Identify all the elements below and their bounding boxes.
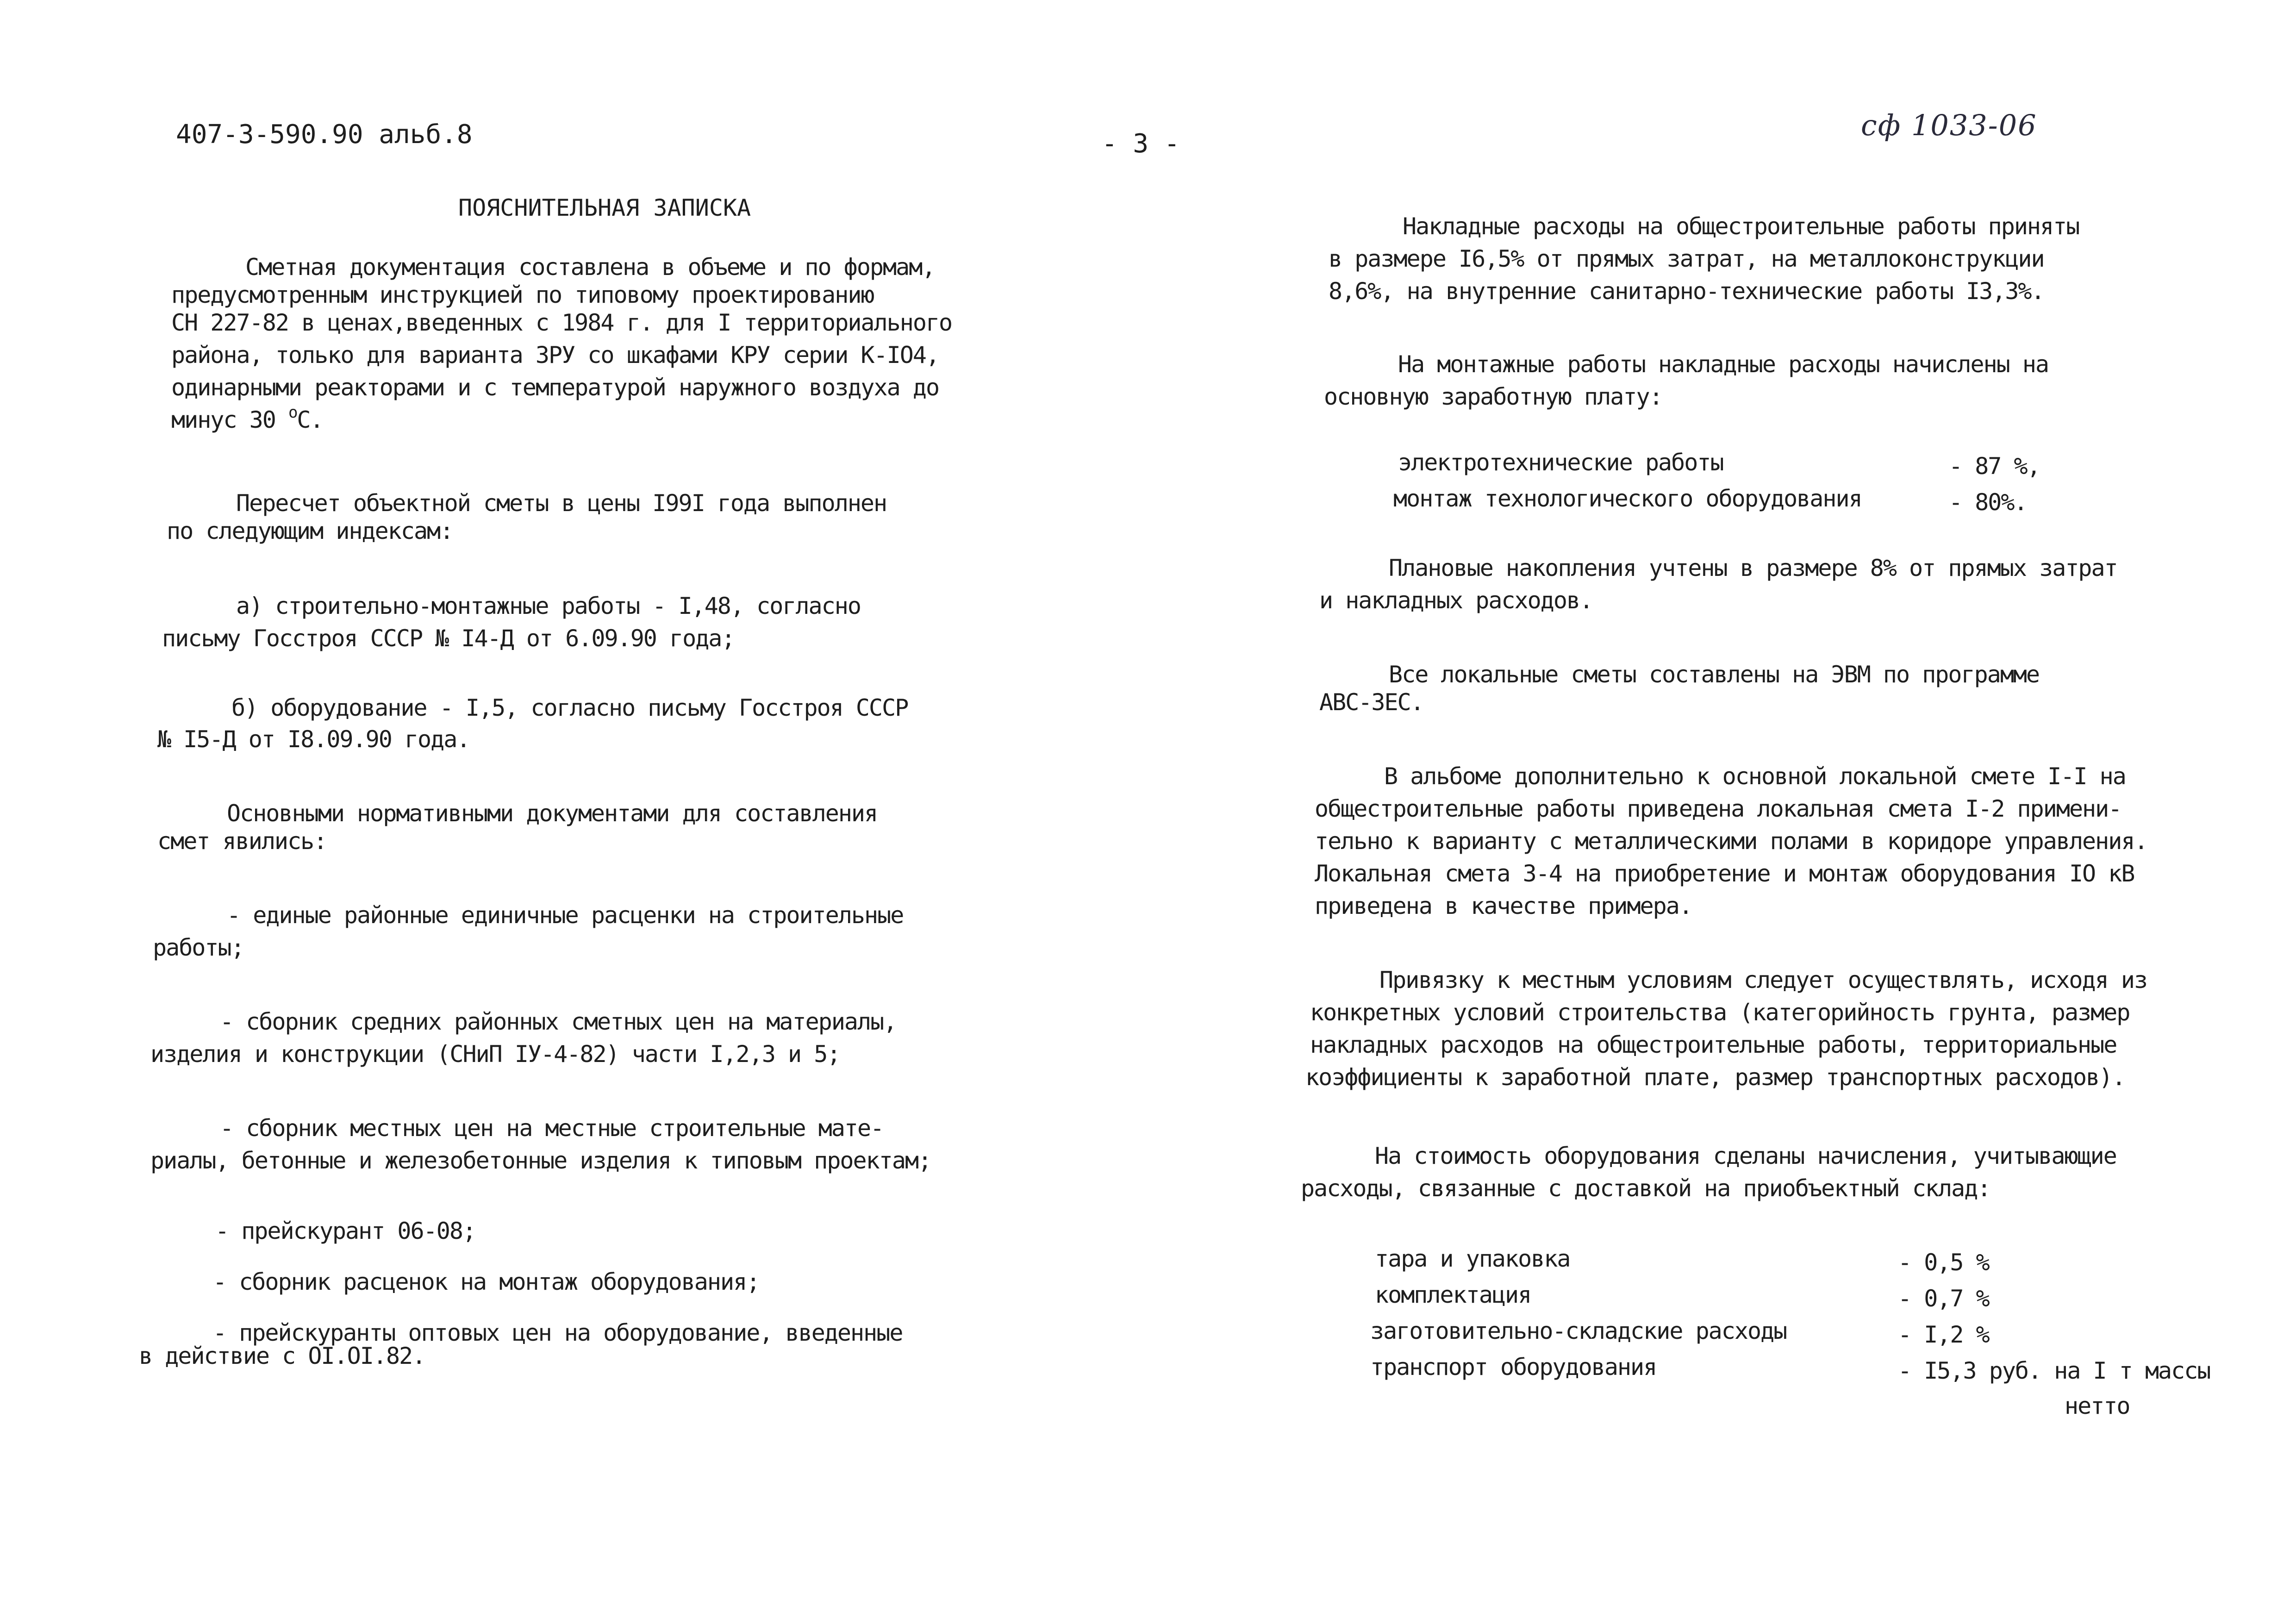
mounting-row-2-label: монтаж технологического оборудования xyxy=(1393,485,1862,512)
binding-line-3: накладных расходов на общестроительные работы, территориальные xyxy=(1310,1031,2117,1058)
handwritten-stamp: сф 1033-06 xyxy=(1861,108,2037,142)
item1-line-2: работы; xyxy=(153,934,244,961)
overhead-line-2: в размере I6,5% от прямых затрат, на металлоконструкции xyxy=(1329,245,2044,272)
album-line-4: Локальная смета 3-4 на приобретение и монтаж оборудования IO кВ xyxy=(1315,860,2134,887)
binding-line-1: Привязку к местным условиям следует осуществлять, исходя из xyxy=(1379,967,2147,993)
page-title: ПОЯСНИТЕЛЬНАЯ ЗАПИСКА xyxy=(458,194,751,221)
overhead-line-3: 8,6%, на внутренние санитарно-технические работы I3,3%. xyxy=(1329,278,2044,305)
intro-line-6 xyxy=(171,403,323,433)
intro-line-5: одинарными реакторами и с температурой наружного воздуха до xyxy=(171,374,939,401)
mounting-line-1: На монтажные работы накладные расходы начислены на xyxy=(1398,351,2049,378)
item5-line: - сборник расценок на монтаж оборудования; xyxy=(213,1268,760,1295)
intro-line-4: района, только для варианта ЗРУ со шкафами КРУ серии К-IO4, xyxy=(171,342,939,369)
equipment-line-2: расходы, связанные с доставкой на приобъектный склад: xyxy=(1301,1175,1990,1202)
overhead-line-1: Накладные расходы на общестроительные работы приняты xyxy=(1403,213,2079,240)
item3-line-2: риалы, бетонные и железобетонные изделия к типовым проектам; xyxy=(150,1147,931,1174)
document-code: 407-3-590.90 альб.8 xyxy=(176,119,473,150)
recalc-line-2: по следующим индексам: xyxy=(167,518,453,544)
item4-line: - прейскурант 06-08; xyxy=(215,1218,476,1244)
equipment-line-1: На стоимость оборудования сделаны начисления, учитывающие xyxy=(1375,1143,2116,1169)
intro-line-6-prefix: минус 30 xyxy=(171,406,288,433)
computer-line-1: Все локальные сметы составлены на ЭВМ по программе xyxy=(1389,661,2040,688)
intro-line-3: СН 227-82 в ценах,введенных с 1984 г. для I территориального xyxy=(171,309,952,336)
intro-line-6-suffix: С. xyxy=(297,406,323,433)
intro-line-2: предусмотренным инструкцией по типовому проектированию xyxy=(171,281,874,308)
mounting-row-2-value: - 80%. xyxy=(1949,489,2027,516)
index-a-line-2: письму Госстроя СССР № I4-Д от 6.09.90 года; xyxy=(162,625,735,652)
planned-line-1: Плановые накопления учтены в размере 8% от прямых затрат xyxy=(1389,555,2117,581)
index-b-line-2: № I5-Д от I8.09.90 года. xyxy=(157,726,470,753)
equipment-row-3-label: заготовительно-складские расходы xyxy=(1370,1318,1787,1344)
equipment-row-2-label: комплектация xyxy=(1375,1281,1531,1308)
mounting-line-2: основную заработную плату: xyxy=(1324,383,1662,410)
equipment-row-1-label: тара и упаковка xyxy=(1375,1245,1570,1272)
equipment-row-2-value: - 0,7 % xyxy=(1898,1285,1989,1312)
album-line-5: приведена в качестве примера. xyxy=(1315,893,1692,919)
normative-line-1: Основными нормативными документами для составления xyxy=(227,800,878,827)
album-line-2: общестроительные работы приведена локальная смета I-2 примени- xyxy=(1315,795,2121,822)
equipment-row-3-value: - I,2 % xyxy=(1898,1321,1989,1348)
equipment-row-4-value: - I5,3 руб. на I т массы xyxy=(1898,1357,2210,1384)
intro-line-1: Сметная документация составлена в объеме и по формам, xyxy=(245,254,935,281)
equipment-row-4-label: транспорт оборудования xyxy=(1370,1354,1657,1380)
item3-line-1: - сборник местных цен на местные строительные мате- xyxy=(220,1115,884,1142)
index-b-line-1: б) оборудование - I,5, согласно письму Госстроя СССР xyxy=(231,694,908,721)
item6-line-2: в действие с OI.OI.82. xyxy=(139,1343,425,1369)
computer-line-2: АВС-ЗЕС. xyxy=(1319,689,1423,716)
normative-line-2: смет явились: xyxy=(157,828,327,855)
item2-line-2: изделия и конструкции (СНиП IУ-4-82) части I,2,3 и 5; xyxy=(150,1041,840,1068)
binding-line-4: коэффициенты к заработной плате, размер транспортных расходов). xyxy=(1305,1064,2125,1091)
item1-line-1: - единые районные единичные расценки на строительные xyxy=(227,902,904,929)
equipment-tail: нетто xyxy=(2065,1393,2130,1419)
equipment-row-1-value: - 0,5 % xyxy=(1898,1249,1989,1276)
index-a-line-1: а) строительно-монтажные работы - I,48, согласно xyxy=(236,593,861,619)
planned-line-2: и накладных расходов. xyxy=(1319,587,1593,614)
album-line-3: тельно к варианту с металлическими полами в коридоре управления. xyxy=(1315,828,2147,855)
item2-line-1: - сборник средних районных сметных цен на материалы, xyxy=(220,1008,897,1035)
mounting-row-1-label: электротехнические работы xyxy=(1398,449,1723,476)
mounting-row-1-value: - 87 %, xyxy=(1949,453,2040,480)
album-line-1: В альбоме дополнительно к основной локальной смете I-I на xyxy=(1384,763,2126,790)
binding-line-2: конкретных условий строительства (категорийность грунта, размер xyxy=(1310,999,2130,1026)
item6-line-1: - прейскуранты оптовых цен на оборудование, введенные xyxy=(213,1319,903,1346)
page-number: - 3 - xyxy=(1102,129,1180,159)
recalc-line-1: Пересчет объектной сметы в цены I99I года выполнен xyxy=(236,490,887,517)
degree-superscript: о xyxy=(288,403,297,422)
